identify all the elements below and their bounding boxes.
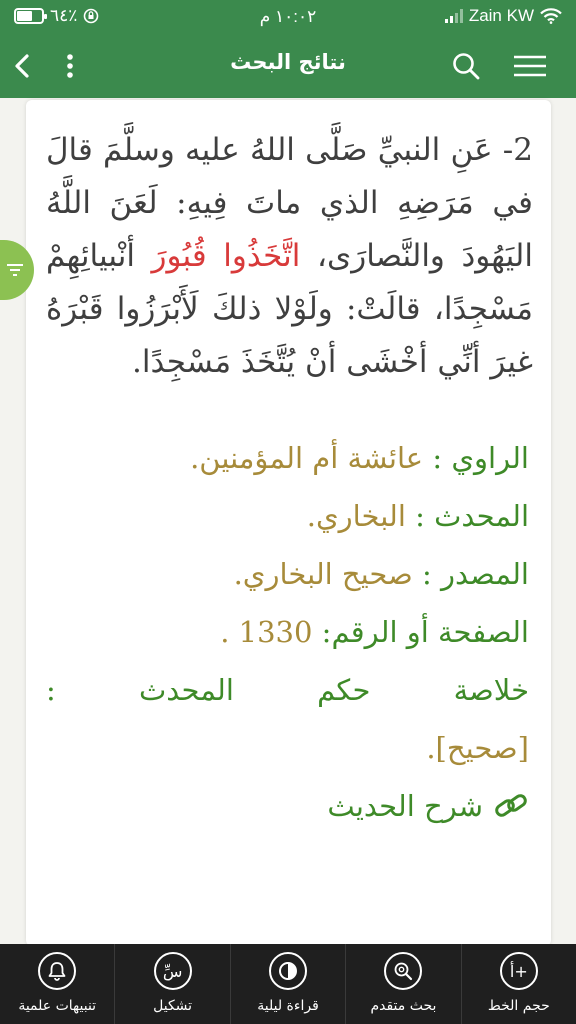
advanced-search-icon (384, 952, 422, 990)
narrator-label: الراوي : (423, 441, 529, 475)
alerts-label: تنبيهات علمية (18, 998, 97, 1014)
status-bar (0, 0, 576, 34)
signal-icon (445, 9, 463, 23)
verdict-value: [صحيح]. (426, 731, 529, 765)
hadith-card (26, 100, 551, 946)
diacritics-icon (154, 952, 192, 990)
hamburger-menu-icon (513, 54, 547, 78)
diacritics-label: تشكيل (153, 998, 193, 1014)
hadith-text-prefix: 2- عَنِ النبيِّ صَلَّى اللهُ عليه وسلَّمَ قالَ في مَرَضِهِ الذي ماتَ فِيهِ: لَعَنَ اللَّهُ اليَهُودَ والنَّصارَى، (46, 132, 533, 274)
narrator-row (46, 429, 529, 487)
status-right (445, 6, 562, 26)
hadith-text[interactable] (26, 100, 551, 389)
hadith-text-suffix: أنْبيائِهِمْ مَسْجِدًا، قالَتْ: ولَوْلا ذلكَ لَأَبْرَزُوا قَبْرَهُ غيرَ أنِّي أخْشَى أنْ يُتَّخَذَ مَسْجِدًا. (46, 238, 533, 380)
verdict-word: حكم (317, 673, 371, 707)
narrator-value[interactable]: عائشة أم المؤمنين. (190, 441, 424, 475)
search-icon (451, 51, 481, 81)
night-mode-icon (269, 952, 307, 990)
app-bar (0, 34, 576, 98)
muhaddith-label: المحدث : (405, 499, 529, 533)
bottom-toolbar (0, 944, 576, 1024)
source-row (46, 545, 529, 603)
source-label: المصدر : (412, 557, 529, 591)
wifi-icon (540, 8, 562, 24)
night-mode-button[interactable] (231, 944, 346, 1024)
battery-percent: ٦٤٪ (50, 6, 78, 25)
source-value[interactable]: صحيح البخاري. (233, 557, 413, 591)
hadith-metadata (26, 389, 551, 835)
advanced-search-button[interactable] (346, 944, 461, 1024)
page-title: نتائج البحث (230, 50, 346, 74)
sharh-label: شرح الحديث (327, 789, 483, 823)
font-size-glyph: أ+ (509, 961, 528, 981)
search-button[interactable] (446, 46, 486, 86)
verdict-label-row (46, 661, 529, 719)
bell-icon (38, 952, 76, 990)
sharh-link[interactable] (46, 777, 529, 835)
font-size-icon (500, 952, 538, 990)
link-icon (493, 791, 529, 821)
filter-icon (6, 263, 24, 277)
diacritics-glyph: سِّ (162, 961, 183, 981)
diacritics-button[interactable] (115, 944, 230, 1024)
verdict-word: المحدث (139, 673, 234, 707)
status-time: ١٠:٠٢ م (259, 7, 317, 26)
page-number-label: الصفحة أو الرقم: (312, 615, 529, 649)
verdict-word: : (46, 673, 56, 707)
hadith-emphasis: اتَّخَذُوا قُبُورَ (151, 238, 301, 274)
font-size-label: حجم الخط (487, 998, 550, 1014)
font-size-button[interactable] (462, 944, 576, 1024)
alerts-button[interactable] (0, 944, 115, 1024)
muhaddith-value[interactable]: البخاري. (306, 499, 406, 533)
muhaddith-row (46, 487, 529, 545)
page-number-value: 1330 . (220, 615, 313, 649)
night-mode-label: قراءة ليلية (257, 998, 319, 1014)
menu-button[interactable] (510, 46, 550, 86)
verdict-word: خلاصة (453, 673, 529, 707)
carrier-name: Zain KW (468, 6, 534, 25)
advanced-search-label: بحث متقدم (370, 998, 437, 1014)
page-number-row (46, 603, 529, 661)
